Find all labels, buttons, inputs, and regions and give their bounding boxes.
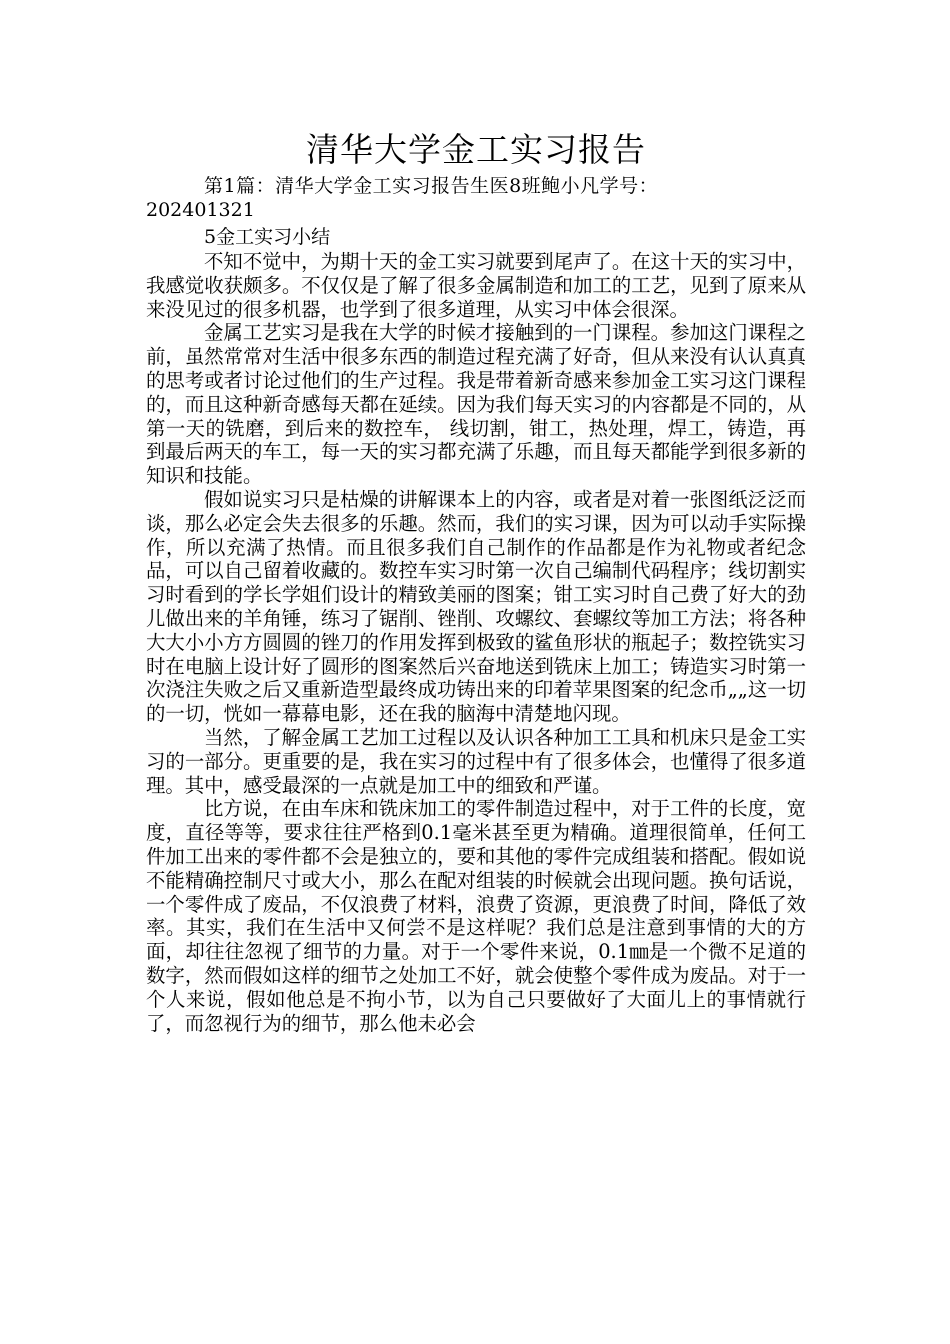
student-id: 202401321	[146, 199, 255, 221]
document-page	[146, 128, 806, 1035]
article-subtitle: 第1篇：清华大学金工实习报告生医8班鲍小凡学号：	[204, 175, 659, 197]
document-title: 清华大学金工实习报告	[306, 130, 646, 169]
paragraph-1: 不知不觉中，为期十天的金工实习就要到尾声了。在这十天的实习中，我感觉收获颇多。不仅仅是了解了很多金属制造和加工的工艺，见到了原来从来没见过的很多机器，也学到了很多道理，从实习中体会很深。	[146, 250, 806, 321]
paragraph-5: 比方说，在由车床和铣床加工的零件制造过程中，对于工件的长度，宽度，直径等等，要求往往严格到0.1毫米甚至更为精确。道理很简单，任何工件加工出来的零件都不会是独立的，要和其他的零件完成组装和搭配。假如说不能精确控制尺寸或大小，那么在配对组装的时候就会出现问题。换句话说，一个零件成了废品，不仅浪费了材料，浪费了资源，更浪费了时间，降低了效率。其实，我们在生活中又何尝不是这样呢？我们总是注意到事情的大的方面，却往往忽视了细节的力量。对于一个零件来说，0.1㎜是一个微不足道的数字，然而假如这样的细节之处加工不好，就会使整个零件成为废品。对于一个人来说，假如他总是不拘小节，以为自己只要做好了大面儿上的事情就行了，而忽视行为的细节，那么他未必会	[146, 797, 806, 1035]
paragraph-4: 当然，了解金属工艺加工过程以及认识各种加工工具和机床只是金工实习的一部分。更重要的是，我在实习的过程中有了很多体会，也懂得了很多道理。其中，感受最深的一点就是加工中的细致和严谨。	[146, 725, 806, 797]
section-heading: 5金工实习小结	[204, 226, 331, 248]
paragraph-3: 假如说实习只是枯燥的讲解课本上的内容，或者是对着一张图纸泛泛而谈，那么必定会失去很多的乐趣。然而，我们的实习课，因为可以动手实际操作，所以充满了热情。而且很多我们自己制作的作品都是作为礼物或者纪念品，可以自己留着收藏的。数控车实习时第一次自己编制代码程序；线切割实习时看到的学长学姐们设计的精致美丽的图案；钳工实习时自己费了好大的劲儿做出来的羊角锤，练习了锯削、锉削、攻螺纹、套螺纹等加工方法；将各种大大小小方方圆圆的锉刀的作用发挥到极致的鲨鱼形状的瓶起子；数控铣实习时在电脑上设计好了圆形的图案然后兴奋地送到铣床上加工；铸造实习时第一次浇注失败之后又重新造型最终成功铸出来的印着苹果图案的纪念币„„这一切的一切，恍如一幕幕电影，还在我的脑海中清楚地闪现。	[146, 487, 806, 726]
paragraph-2: 金属工艺实习是我在大学的时候才接触到的一门课程。参加这门课程之前，虽然常常对生活中很多东西的制造过程充满了好奇，但从来没有认认真真的思考或者讨论过他们的生产过程。我是带着新奇感来参加金工实习这门课程的，而且这种新奇感每天都在延续。因为我们每天实习的内容都是不同的，从第一天的铣磨，到后来的数控车， 线切割，钳工，热处理，焊工，铸造，再到最后两天的车工，每一天的实习都充满了乐趣，而且每天都能学到很多新的知识和技能。	[146, 321, 806, 488]
